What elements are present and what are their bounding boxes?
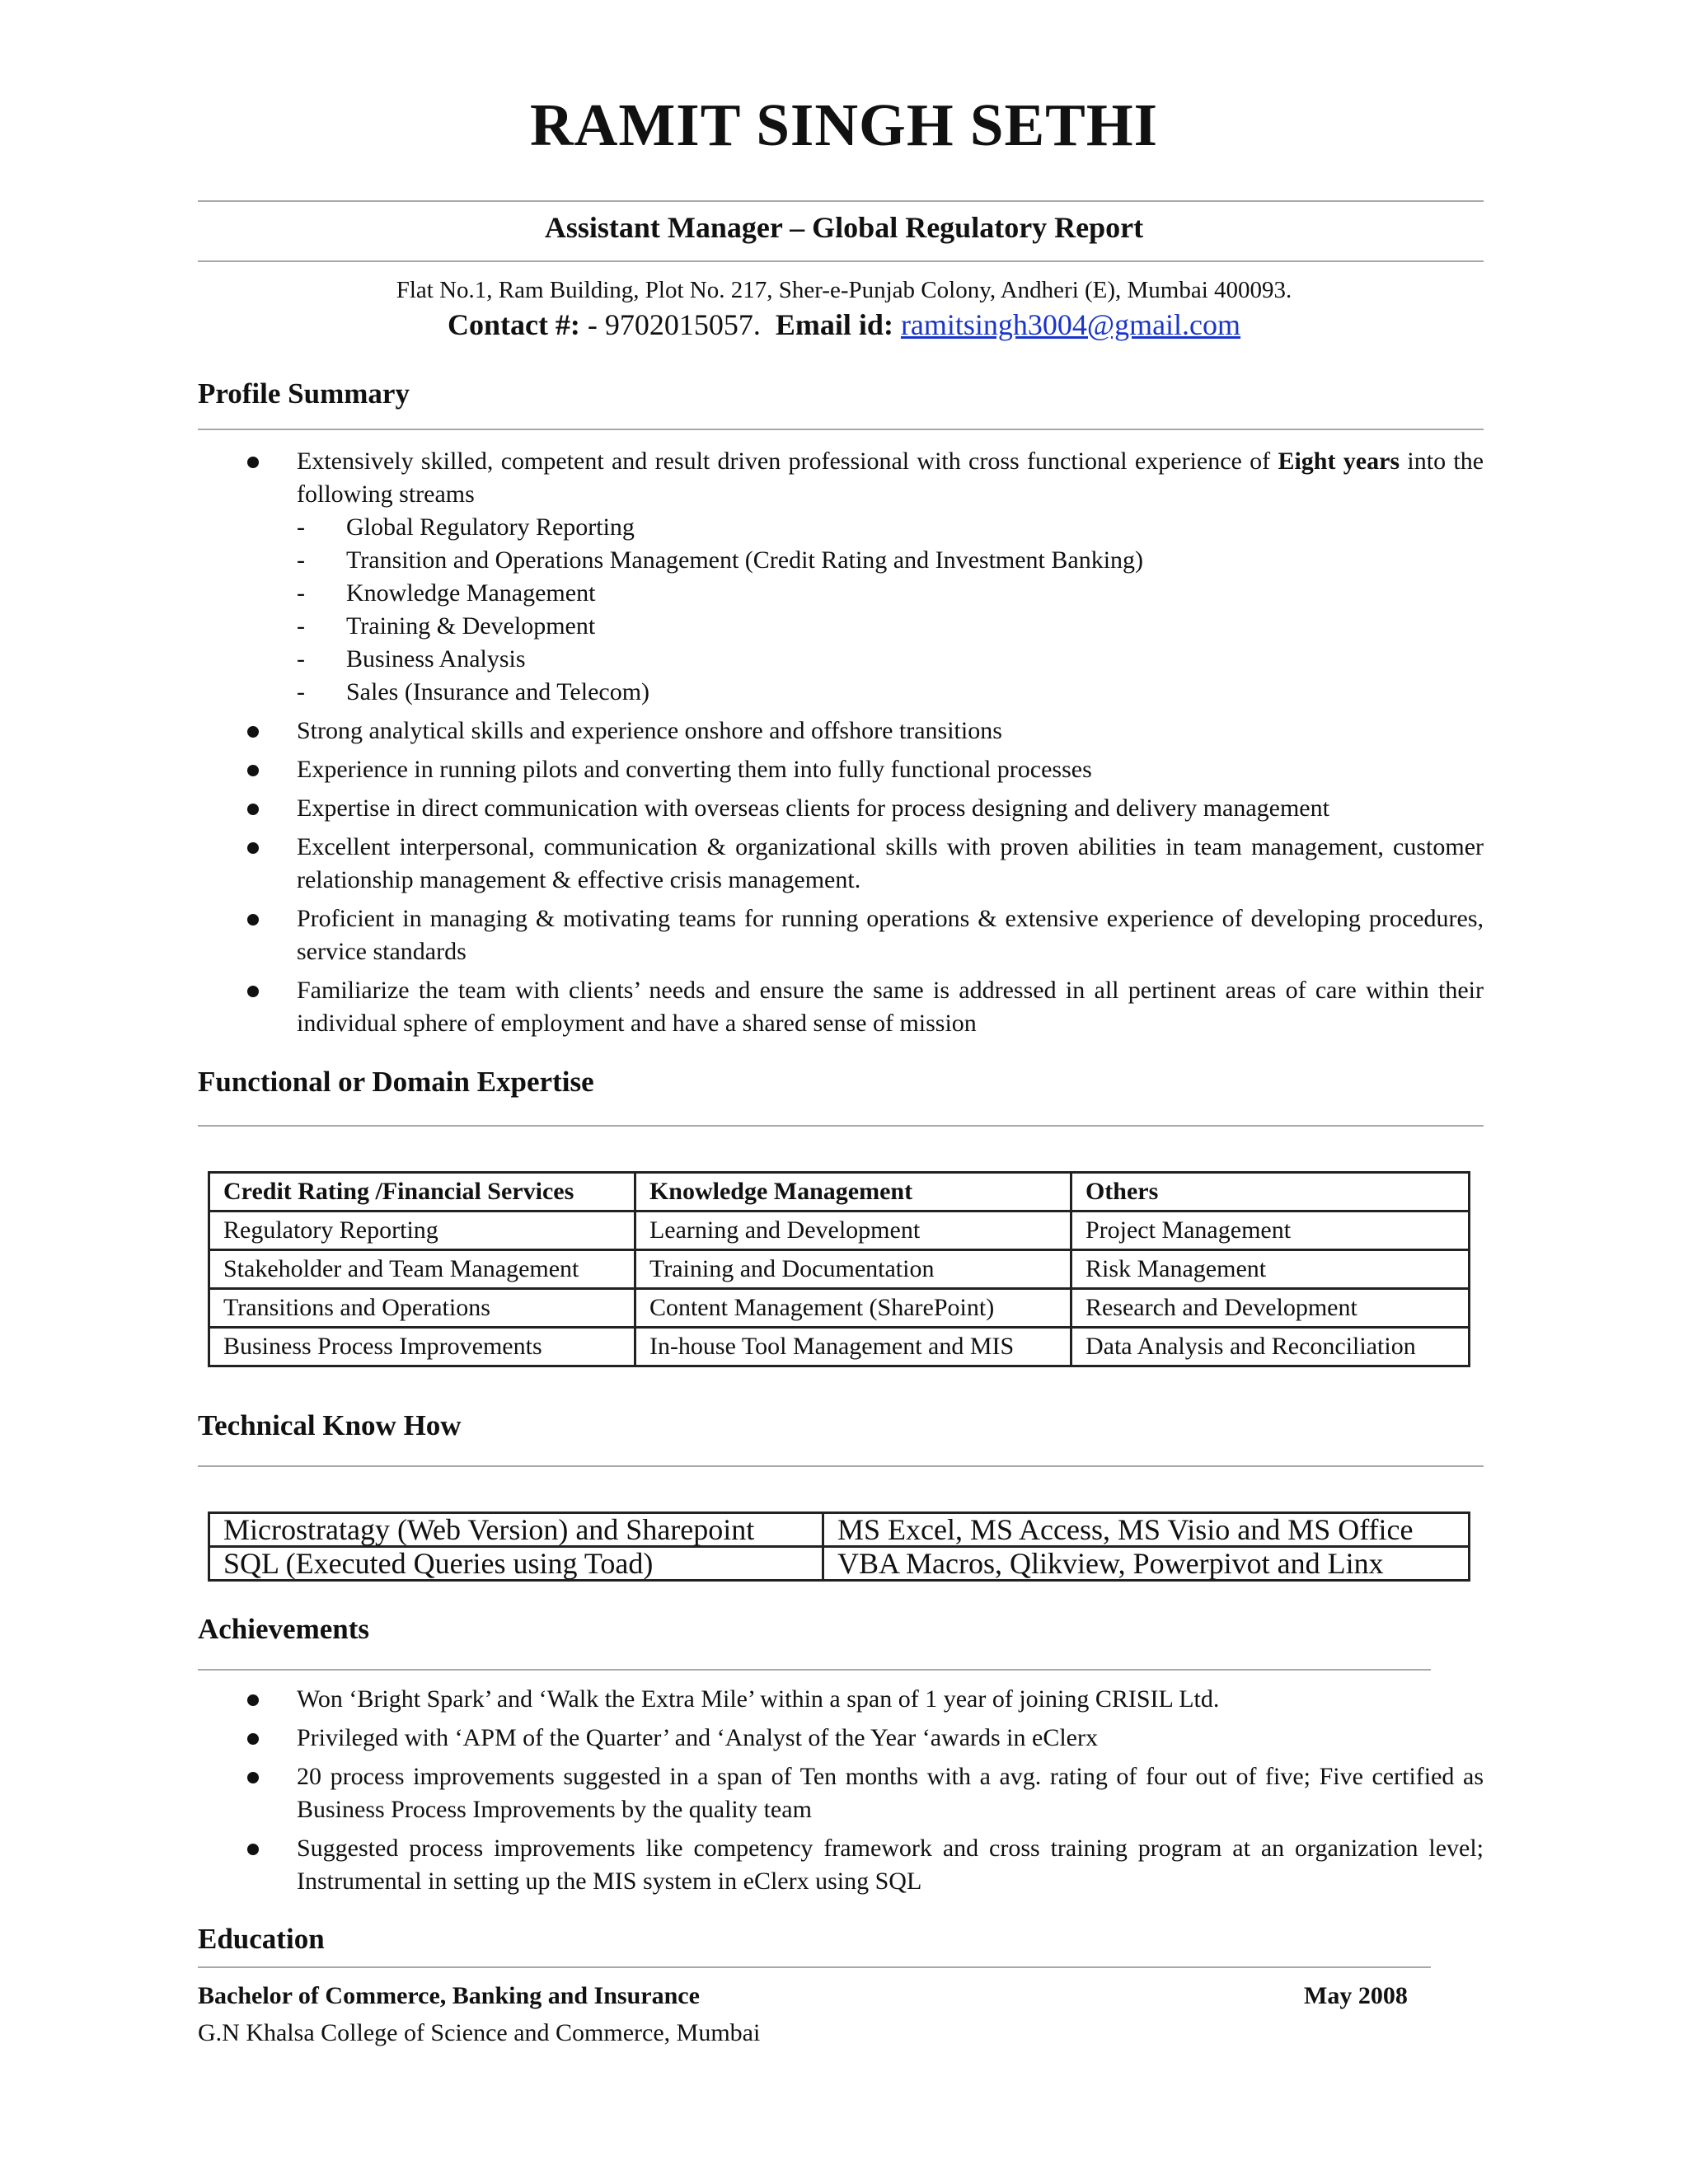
technical-skills-table	[208, 1511, 1470, 1582]
table-row	[209, 1513, 1470, 1547]
domain-expertise-table	[208, 1171, 1470, 1367]
table-cell: Regulatory Reporting	[209, 1212, 635, 1250]
email-label: Email id:	[775, 308, 893, 341]
table-cell: Content Management (SharePoint)	[635, 1289, 1071, 1328]
contact-phone: - 9702015057.	[579, 308, 761, 341]
table-header-cell: Others	[1071, 1173, 1469, 1212]
divider	[198, 1966, 1431, 1968]
profile-summary-list	[198, 445, 1484, 1046]
divider	[198, 429, 1484, 430]
table-cell: Risk Management	[1071, 1250, 1469, 1289]
education-college: G.N Khalsa College of Science and Commerce, Mumbai	[198, 2019, 761, 2046]
bullet-icon	[247, 804, 259, 815]
table-cell: In-house Tool Management and MIS	[635, 1328, 1071, 1366]
table-header-row	[209, 1173, 1470, 1212]
table-cell: VBA Macros, Qlikview, Powerpivot and Linx	[823, 1547, 1470, 1581]
table-cell: Stakeholder and Team Management	[209, 1250, 635, 1289]
bullet-icon	[247, 1733, 259, 1745]
table-cell: Project Management	[1071, 1212, 1469, 1250]
address: Flat No.1, Ram Building, Plot No. 217, Sher-e-Punjab Colony, Andheri (E), Mumbai 400093.	[396, 277, 1292, 303]
list-item: Proficient in managing & motivating teams for running operations & extensive experience of developing procedures, service standards	[198, 902, 1484, 968]
stream-item: - Knowledge Management	[297, 579, 596, 607]
table-cell: SQL (Executed Queries using Toad)	[209, 1547, 823, 1581]
table-cell: Transitions and Operations	[209, 1289, 635, 1328]
divider	[198, 1125, 1484, 1127]
streams-list	[198, 511, 1484, 709]
list-item: Excellent interpersonal, communication & organizational skills with proven abilities in team management, customer relationship management & effective crisis management.	[198, 831, 1484, 897]
stream-item: - Global Regulatory Reporting	[297, 513, 635, 541]
table-row	[209, 1212, 1470, 1250]
list-item: Won ‘Bright Spark’ and ‘Walk the Extra Mile’ within a span of 1 year of joining CRISIL Ltd.	[198, 1683, 1484, 1716]
stream-item: - Transition and Operations Management (Credit Rating and Investment Banking)	[297, 546, 1144, 574]
job-title: Assistant Manager – Global Regulatory Report	[544, 211, 1144, 244]
section-heading-technical: Technical Know How	[198, 1409, 462, 1441]
email-link[interactable]: ramitsingh3004@gmail.com	[900, 308, 1241, 341]
candidate-name: RAMIT SINGH SETHI	[529, 91, 1159, 158]
table-row	[209, 1547, 1470, 1581]
section-heading-achievements: Achievements	[198, 1613, 370, 1645]
divider	[198, 1465, 1484, 1467]
divider	[198, 1669, 1431, 1671]
bullet-icon	[247, 986, 259, 997]
table-cell: Training and Documentation	[635, 1250, 1071, 1289]
table-header-cell: Credit Rating /Financial Services	[209, 1173, 635, 1212]
divider	[198, 260, 1484, 262]
table-cell: MS Excel, MS Access, MS Visio and MS Office	[823, 1513, 1470, 1547]
list-item: Privileged with ‘APM of the Quarter’ and ‘Analyst of the Year ‘awards in eClerx	[198, 1722, 1484, 1755]
list-item: Extensively skilled, competent and result driven professional with cross functional experience of Eight years into the following streams - Global Regulatory Reporting - Transition and Operations Management (Credit Rating and Investment Banking) - Knowledge Management - Training & Development - Business Analysis - Sales (Insurance and Telecom)	[198, 445, 1484, 709]
stream-item: - Training & Development	[297, 612, 596, 640]
table-row	[209, 1328, 1470, 1366]
bullet-icon	[247, 914, 259, 926]
achievements-list	[198, 1683, 1484, 1904]
list-item: Expertise in direct communication with overseas clients for process designing and delivery management	[198, 792, 1484, 825]
stream-item: - Business Analysis	[297, 645, 526, 673]
table-row	[209, 1289, 1470, 1328]
bullet-icon	[247, 457, 259, 468]
table-header-cell: Knowledge Management	[635, 1173, 1071, 1212]
contact-line	[0, 307, 1688, 342]
table-cell: Learning and Development	[635, 1212, 1071, 1250]
table-cell: Data Analysis and Reconciliation	[1071, 1328, 1469, 1366]
table-cell: Research and Development	[1071, 1289, 1469, 1328]
bullet-icon	[247, 1844, 259, 1855]
table-cell: Business Process Improvements	[209, 1328, 635, 1366]
divider	[198, 200, 1484, 202]
bullet-icon	[247, 765, 259, 776]
section-heading-profile: Profile Summary	[198, 377, 410, 410]
table-cell: Microstratagy (Web Version) and Sharepoint	[209, 1513, 823, 1547]
education-date: May 2008	[1304, 1982, 1408, 2009]
bullet-icon	[247, 1694, 259, 1706]
section-heading-education: Education	[198, 1923, 325, 1955]
list-item: 20 process improvements suggested in a span of Ten months with a avg. rating of four out of five; Five certified as Business Process Improvements by the quality team	[198, 1760, 1484, 1826]
list-item: Suggested process improvements like competency framework and cross training program at an organization level; Instrumental in setting up the MIS system in eClerx using SQL	[198, 1832, 1484, 1898]
bullet-icon	[247, 1772, 259, 1783]
list-item: Experience in running pilots and converting them into fully functional processes	[198, 753, 1484, 786]
bullet-icon	[247, 842, 259, 854]
education-degree: Bachelor of Commerce, Banking and Insurance	[198, 1982, 700, 2009]
stream-item: - Sales (Insurance and Telecom)	[297, 678, 650, 705]
list-item: Familiarize the team with clients’ needs and ensure the same is addressed in all pertinent areas of care within their individual sphere of employment and have a shared sense of mission	[198, 974, 1484, 1040]
bullet-icon	[247, 726, 259, 738]
contact-label: Contact #:	[447, 308, 580, 341]
list-item: Strong analytical skills and experience onshore and offshore transitions	[198, 715, 1484, 748]
table-row	[209, 1250, 1470, 1289]
section-heading-domain: Functional or Domain Expertise	[198, 1066, 594, 1098]
